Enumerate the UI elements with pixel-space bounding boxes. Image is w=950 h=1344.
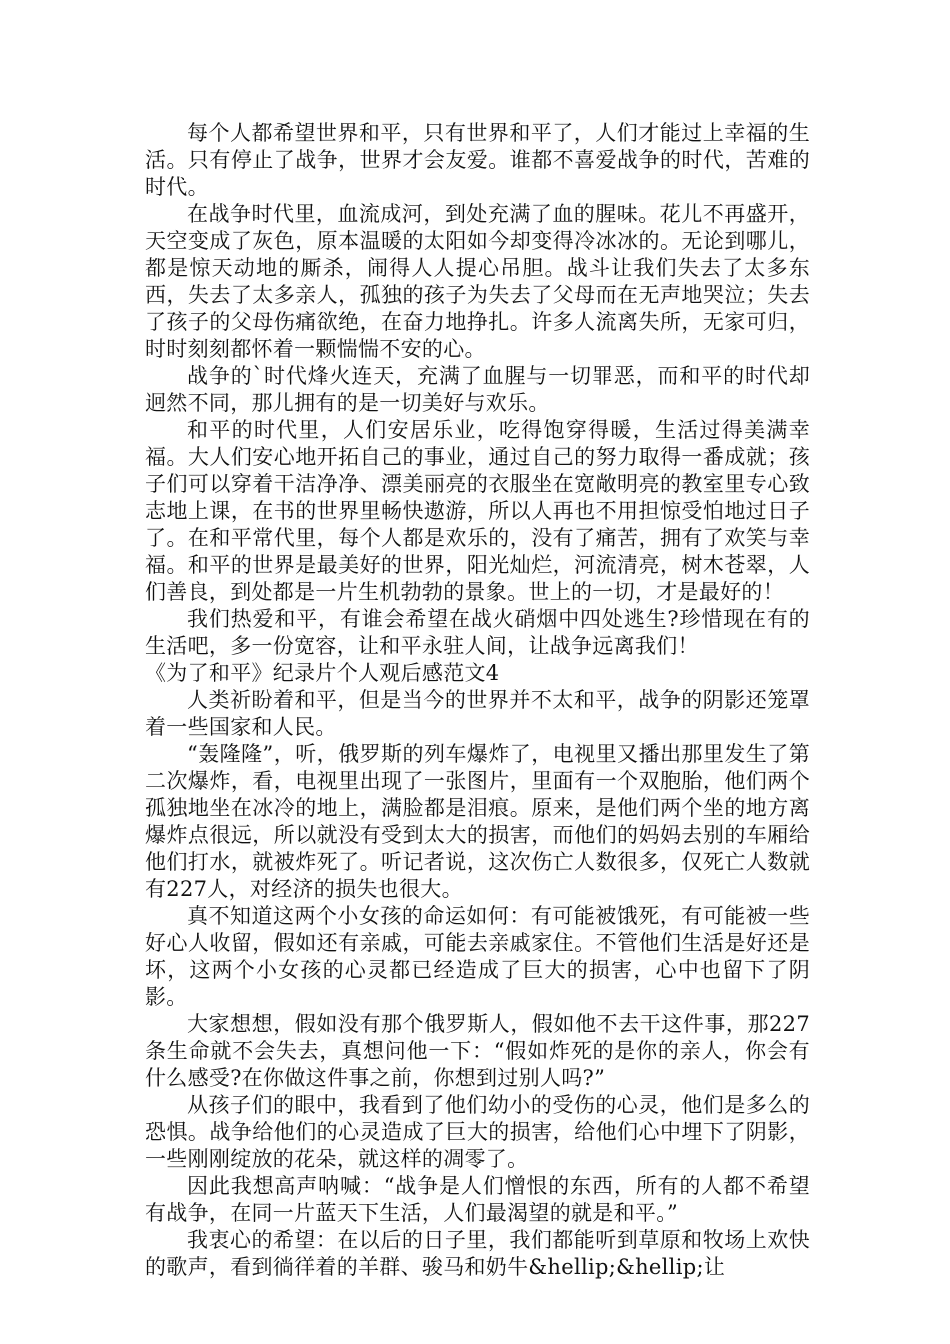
paragraph-8: 真不知道这两个小女孩的命运如何：有可能被饿死，有可能被一些好心人收留，假如还有亲戚，可能去亲戚家住。不管他们生活是好还是坏，这两个小女孩的心灵都已经造成了巨大的损害，心中也留下了阴影。 — [145, 904, 810, 1009]
paragraph-12: 我衷心的希望：在以后的日子里，我们都能听到草原和牧场上欢快的歌声，看到徜徉着的羊群、骏马和奶牛&hellip;&hellip;让 — [145, 1228, 810, 1279]
paragraph-4: 和平的时代里，人们安居乐业，吃得饱穿得暖，生活过得美满幸福。大人们安心地开拓自己的事业，通过自己的努力取得一番成就；孩子们可以穿着干洁净净、漂美丽亮的衣服坐在宽敞明亮的教室里专心致志地上课，在书的世界里畅快遨游，所以人再也不用担惊受怕地过日子了。在和平常代里，每个人都是欢乐的，没有了痛苦，拥有了欢笑与幸福。和平的世界是最美好的世界，阳光灿烂，河流清亮，树木苍翠，人们善良，到处都是一片生机勃勃的景象。世上的一切，才是最好的！ — [145, 418, 810, 604]
paragraph-11: 因此我想高声呐喊：“战争是人们憎恨的东西，所有的人都不希望有战争，在同一片蓝天下生活，人们最渴望的就是和平。” — [145, 1174, 810, 1225]
paragraph-1: 每个人都希望世界和平，只有世界和平了，人们才能过上幸福的生活。只有停止了战争，世界才会友爱。谁都不喜爱战争的时代，苦难的时代。 — [145, 121, 810, 199]
paragraph-7: “轰隆隆”，听，俄罗斯的列车爆炸了，电视里又播出那里发生了第二次爆炸，看，电视里出现了一张图片，里面有一个双胞胎，他们两个孤独地坐在冰冷的地上，满脸都是泪痕。原来，是他们两个坐的地方离爆炸点很远，所以就没有受到太大的损害，而他们的妈妈去别的车厢给他们打水，就被炸死了。听记者说，这次伤亡人数很多，仅死亡人数就有227人，对经济的损失也很大。 — [145, 742, 810, 901]
document-body — [145, 120, 810, 1281]
paragraph-9: 大家想想，假如没有那个俄罗斯人，假如他不去干这件事，那227条生命就不会失去，真想问他一下：“假如炸死的是你的亲人，你会有什么感受?在你做这件事之前，你想到过别人吗?” — [145, 1012, 810, 1090]
paragraph-2: 在战争时代里，血流成河，到处充满了血的腥味。花儿不再盛开，天空变成了灰色，原本温暖的太阳如今却变得冷冰冰的。无论到哪儿，都是惊天动地的厮杀，闹得人人提心吊胆。战斗让我们失去了太多东西，失去了太多亲人，孤独的孩子为失去了父母而在无声地哭泣；失去了孩子的父母伤痛欲绝，在奋力地挣扎。许多人流离失所，无家可归，时时刻刻都怀着一颗惴惴不安的心。 — [145, 202, 810, 361]
paragraph-10: 从孩子们的眼中，我看到了他们幼小的受伤的心灵，他们是多么的恐惧。战争给他们的心灵造成了巨大的损害，给他们心中埋下了阴影，一些刚刚绽放的花朵，就这样的凋零了。 — [145, 1093, 810, 1171]
paragraph-3: 战争的`时代烽火连天，充满了血腥与一切罪恶，而和平的时代却迥然不同，那儿拥有的是一切美好与欢乐。 — [145, 364, 810, 415]
paragraph-5: 我们热爱和平，有谁会希望在战火硝烟中四处逃生?珍惜现在有的生活吧，多一份宽容，让和平永驻人间，让战争远离我们！ — [145, 607, 810, 658]
section-heading: 《为了和平》纪录片个人观后感范文4 — [145, 661, 500, 685]
paragraph-6: 人类祈盼着和平，但是当今的世界并不太和平，战争的阴影还笼罩着一些国家和人民。 — [145, 688, 810, 739]
